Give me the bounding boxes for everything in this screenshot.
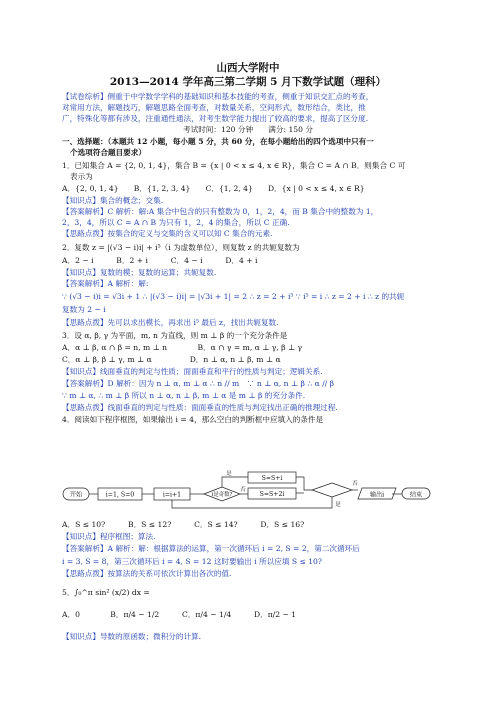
analysis-line: 【试卷综析】侧重于中学数学学科的基础知识和基本技能的考查，侧重于知识交汇点的考查，	[62, 92, 374, 101]
program-flowchart	[62, 466, 434, 512]
exam-info: 考试时间：120 分钟 满分: 150 分	[183, 125, 313, 134]
increment-label: i=i+1	[162, 491, 182, 499]
question-2: 2．复数 z = |(√3 − i)i| + i⁵（i 为虚数单位），则复数 z 的共轭复数为	[62, 243, 300, 252]
school-name: 山西大学附中	[216, 62, 280, 74]
question-5-options: A．0 B．π/4 − 1/2 C．π/4 − 1/4 D．π/2 − 1	[62, 610, 297, 619]
answer-analysis: ∵ m ⊥ α, ∴ m ⊥ β 所以 n ⊥ α, n ⊥ β, m ⊥ α 是 m ⊥ β 的充分条件.	[62, 391, 306, 400]
section-heading: 个选项符合题目要求）	[70, 148, 146, 157]
knowledge-point: 【知识点】集合的概念；交集.	[62, 196, 164, 205]
decision-no-label: 否	[352, 481, 358, 487]
knowledge-point: 【知识点】程序框图；算法.	[62, 532, 156, 541]
question-5: 5．∫₀^π sin² (x/2) dx =	[62, 588, 150, 597]
init-label: i=1, S=0	[105, 491, 135, 499]
question-3-options: A．α ⊥ β, α ∩ β = n, m ⊥ n B．α ∩ γ = m, α ⊥ γ, β ⊥ γ	[62, 343, 303, 352]
analysis-line: 对常用方法，解题技巧，解题思路全面考查，对数量关系，空间形式，数形结合，类比，推	[62, 103, 366, 112]
calc-odd-label: S=S+i	[261, 475, 283, 482]
exam-title: 2013—2014 学年高三第二学期 5 月下数学试题（理科）	[109, 76, 387, 88]
question-1-cont: 表示为	[70, 172, 93, 181]
answer-analysis: 【答案解析】A 解析：解：根据算法的运算，第一次循环后 i = 2, S = 2，第二次循环后	[62, 544, 360, 553]
solution-hint: 【思路点拨】线面垂直的判定与性质：面面垂直的性质与判定找出正确的推理过程.	[62, 403, 338, 412]
decision-yes-label: 是	[335, 502, 341, 508]
solution-hint: 【思路点拨】按集合的定义与交集的含义可以知 C 集合的元素.	[62, 229, 273, 238]
question-1: 1．已知集合 A = {2, 0, 1, 4}，集合 B = {x | 0 < x ≤ 4, x ∈ R}，集合 C = A ∩ B．则集合 C 可	[62, 161, 406, 170]
question-3: 3．设 α, β, γ 为平面，m, n 为直线，则 m ⊥ β 的一个充分条件是	[62, 331, 288, 340]
answer-analysis: ∵ (√3 − i)i = √3i + 1 ∴ |(√3 − i)i| = |√3i + 1| = 2 ∴ z = 2 + i⁵ ∵ i⁵ = i ∴ z = 2 + i ∴ z 的共轭	[62, 292, 405, 301]
no-label: 否	[240, 487, 246, 493]
output-label: 输出i	[369, 491, 385, 499]
yes-label: 是	[226, 471, 232, 477]
answer-analysis: 【答案解析】C 解析：解:A 集合中包含的只有整数为 0，1，2，4，而 B 集合中的整数为 1，	[62, 207, 379, 216]
answer-analysis: 复数为 2 − i	[62, 305, 106, 314]
answer-analysis: 【答案解析】D 解析：因为 n ⊥ α, m ⊥ α ∴ n // m ∵ n ⊥ α, n ⊥ β ∴ α // β	[62, 379, 335, 388]
calc-even-label: S=S+2i	[259, 491, 285, 498]
solution-hint: 【思路点拨】先可以求出模长，再求出 i⁵ 最后 z，找出共轭复数.	[62, 318, 279, 327]
question-4: 4．阅读如下程序框图，如果输出 i = 4，那么空白的判断框中应填入的条件是	[62, 415, 324, 424]
knowledge-point: 【知识点】线面垂直的判定与性质；面面垂直和平行的性质与判定；逻辑关系.	[62, 367, 323, 376]
answer-analysis: 2，3，4，所以 C = A ∩ B 为只有 1，2，4 的集合，所以 C 正确.	[62, 218, 290, 227]
knowledge-point: 【知识点】复数的模；复数的运算；共轭复数.	[62, 268, 217, 277]
question-3-options: C．α ⊥ β, β ⊥ γ, m ⊥ α D．n ⊥ α, n ⊥ β, m ⊥ α	[62, 355, 281, 364]
question-2-options: A．2 − i B．2 + i C．4 − i D．4 + i	[62, 256, 258, 265]
section-heading: 一、选择题：（本题共 12 小题，每小题 5 分，共 60 分，在每小题给出的四个选项中只有一	[62, 137, 374, 146]
question-4-options: A．S ≤ 10? B．S ≤ 12? C．S ≤ 14? D．S ≤ 16?	[62, 520, 305, 529]
condition-diamond	[312, 483, 352, 497]
start-label: 开始	[69, 491, 83, 499]
solution-hint: 【思路点拨】按算法的关系可依次计算出各次的值.	[62, 569, 232, 578]
answer-analysis: 【答案解析】A 解析：解:	[62, 279, 149, 288]
end-label: 结束	[409, 491, 423, 499]
knowledge-point: 【知识点】导数的原函数；微积分的计算.	[62, 632, 202, 641]
analysis-line: 广，特殊化等都有涉及，注重通性通法，对考生数学能力提出了较高的要求，提高了区分度.	[62, 114, 369, 123]
question-1-options: A．{2, 0, 1, 4} B．{1, 2, 3, 4} C．{1, 2, 4} D．{x | 0 < x ≤ 4, x ∈ R}	[62, 184, 365, 193]
answer-analysis: i = 3, S = 8，第三次循环后 i = 4, S = 12 这时要输出 i 所以应填 S ≤ 10?	[62, 557, 322, 566]
parity-label: i是奇数?	[211, 492, 233, 499]
